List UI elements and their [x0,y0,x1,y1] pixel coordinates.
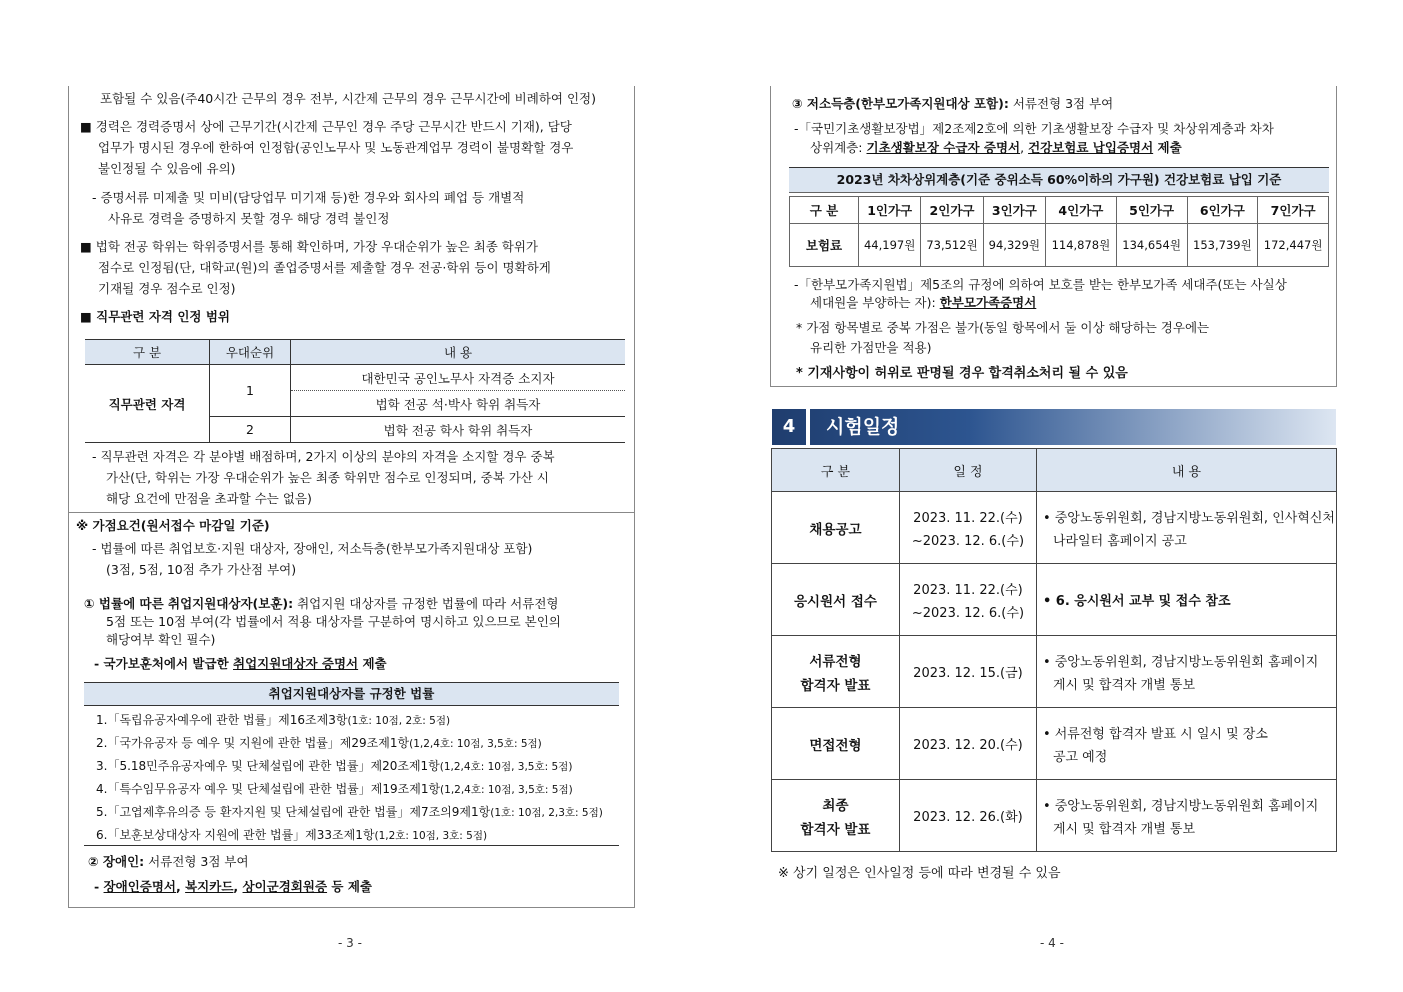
ins-value-cell: 134,654원 [1116,224,1187,267]
law-table-title: 취업지원대상자를 규정한 법률 [84,682,619,706]
bonus-line-1: - 법률에 따른 취업보호·지원 대상자, 장애인, 저소득층(한부모가족지원대상 포함) [92,541,533,556]
schedule-row [772,780,1337,852]
ins-value-cell: 94,329원 [983,224,1045,267]
schedule-header-date: 일 정 [899,449,1036,492]
law-item-note: (1,2호: 10점, 3호: 5점) [374,830,488,842]
schedule-name-line-1: 최종 [822,797,849,814]
page-number-right: - 4 - [1040,936,1064,950]
right-item-3-rest: 서류전형 3점 부여 [1008,96,1114,111]
schedule-date-line-1: 2023. 12. 26.(화) [913,810,1023,825]
right-item-3-head: ③ 저소득층(한부모가족지원대상 포함): [792,96,1009,111]
qual-rank-1: 1 [210,365,291,417]
left-line-1: 포함될 수 있음(주40시간 근무의 경우 전부, 시간제 근무의 경우 근무시간에 비례하여 인정) [100,91,596,106]
left-line-6: 사유로 경력을 증명하지 못할 경우 해당 경력 불인정 [108,211,390,226]
law-item-main: 6.「보훈보상대상자 지원에 관한 법률」제33조제1항 [96,828,375,842]
schedule-content-line-1: • 서류전형 합격자 발표 시 일시 및 장소 [1042,726,1268,742]
schedule-name-line-1: 서류전형 [809,653,862,670]
schedule-name-line-1: 응시원서 접수 [793,593,877,610]
schedule-date [899,636,1036,708]
right-line-5: * 가점 항목별로 중복 가점은 불가(동일 항목에서 둘 이상 해당하는 경우에는 [796,320,1210,335]
basic-livelihood-certificate: 기초생활보장 수급자 증명서 [866,140,1021,155]
schedule-name [772,492,900,564]
right-item-3 [792,94,1113,114]
left-line-3: 업무가 명시된 경우에 한하여 인정함(공인노무사 및 노동관계업무 경력이 불명확할 경우 [98,140,574,155]
comma-1: , [176,879,186,894]
welfare-card: 복지카드 [185,879,234,894]
section-number: 4 [772,409,810,445]
ins-value-cell: 172,447원 [1258,224,1329,267]
left-line-8: 점수로 인정됨(단, 대학교(원)의 졸업증명서를 제출할 경우 전공·학위 등이 명확하게 [98,260,551,275]
veteran-member-card: 상이군경회원증 [242,879,328,894]
law-item-note: (1,2,4호: 10점, 3,5호: 5점) [409,738,542,750]
schedule-content-line-2: 공고 예정 [1052,749,1108,765]
ins-value-cell: 114,878원 [1046,224,1117,267]
disability-certificate: 장애인증명서 [103,879,176,894]
ins-header-cell: 2인가구 [921,197,983,224]
ins-value-cell: 44,197원 [859,224,921,267]
right-line-4-text: 세대원을 부양하는 자): [810,295,940,310]
schedule-row [772,636,1337,708]
schedule-content-line-2: 게시 및 합격자 개별 통보 [1052,677,1196,693]
law-item [96,778,616,801]
bonus-item-2-sub-dash: - [94,879,104,894]
schedule-name-line-1: 면접전형 [809,737,862,754]
schedule-name-line-2: 합격자 발표 [800,677,871,694]
schedule-date-line-1: 2023. 12. 20.(수) [913,738,1023,753]
left-line-13: 해당 요건에 만점을 초과할 수는 없음) [106,491,312,506]
schedule-header-category: 구 분 [772,449,900,492]
qual-rank-2: 2 [210,417,291,443]
schedule-content [1036,708,1336,780]
law-item-main: 2.「국가유공자 등 예우 및 지원에 관한 법률」제29조제1항 [96,736,410,750]
left-line-4: 불인정될 수 있음에 유의) [98,161,236,176]
left-line-9: 기재될 경우 점수로 인정) [98,281,236,296]
law-item [96,801,616,824]
law-item-main: 3.「5.18민주유공자예우 및 단체설립에 관한 법률」제20조제1항 [96,759,440,773]
right-line-2-end: 제출 [1153,140,1182,155]
schedule-content [1036,564,1336,636]
schedule-table [771,448,1337,852]
schedule-content-line-1: • 중앙노동위원회, 경남지방노동위원회, 인사혁신처 [1042,510,1335,526]
ins-header-cell: 1인가구 [859,197,921,224]
schedule-date [899,780,1036,852]
bonus-item-1-sub-end: 제출 [358,656,387,671]
right-line-3: -「한부모가족지원법」제5조의 규정에 의하여 보호를 받는 한부모가족 세대주(또는 사실상 [794,277,1287,292]
comma-2: , [233,879,243,894]
bonus-item-1-sub [94,654,387,674]
bonus-item-2-end: 등 제출 [327,879,372,894]
qual-category: 직무관련 자격 [85,365,210,443]
schedule-footnote: ※ 상기 일정은 인사일정 등에 따라 변경될 수 있음 [778,866,1061,881]
schedule-header-content: 내 용 [1036,449,1336,492]
left-line-7: ■ 법학 전공 학위는 학위증명서를 통해 확인하며, 가장 우대순위가 높은 최종 학위가 [80,239,538,254]
ins-header-cell: 3인가구 [983,197,1045,224]
qual-row-3: 법학 전공 학사 학위 취득자 [291,417,626,443]
single-parent-certificate: 한부모가족증명서 [939,295,1037,310]
left-line-2: ■ 경력은 경력증명서 상에 근무기간(시간제 근무인 경우 주당 근무시간 반드시 기재), 담당 [80,119,572,134]
law-item [96,824,616,847]
schedule-date-line-1: 2023. 11. 22.(수) [913,582,1023,598]
law-item-main: 1.「독립유공자예우에 관한 법률」제16조제3항 [96,713,348,727]
right-line-6: 유리한 가점만을 적용) [810,340,932,355]
section-title: 시험일정 [826,416,900,438]
law-item [96,732,616,755]
bonus-item-2-head: ② 장애인: [88,854,145,869]
schedule-name [772,636,900,708]
health-insurance-certificate: 건강보험료 납입증명서 [1028,140,1154,155]
schedule-row [772,708,1337,780]
right-line-1: -「국민기초생활보장법」제2조제2호에 의한 기초생활보장 수급자 및 차상위계층과 차차 [794,121,1274,136]
schedule-content-line-2: 나라일터 홈페이지 공고 [1052,533,1187,549]
ins-header-cell: 5인가구 [1116,197,1187,224]
bonus-item-1-rest: 취업지원 대상자를 규정한 법률에 따라 서류전형 [293,596,559,611]
veteran-certificate: 취업지원대상자 증명서 [233,656,359,671]
qual-header-rank: 우대순위 [210,340,291,365]
right-line-2-text: 상위계층: [810,140,867,155]
law-item-note: (1호: 10점, 2호: 5점) [347,715,451,727]
bonus-item-2-sub [94,877,372,897]
schedule-content [1036,636,1336,708]
law-list [96,709,616,847]
right-line-4 [810,293,1036,313]
left-line-10: ■ 직무관련 자격 인정 범위 [80,309,230,324]
law-item-note: (1,2,4호: 10점, 3,5호: 5점) [440,784,573,796]
schedule-content [1036,780,1336,852]
bonus-item-2-rest: 서류전형 3점 부여 [144,854,249,869]
schedule-content-line-1: • 중앙노동위원회, 경남지방노동위원회 홈페이지 [1042,654,1319,670]
section-header [772,409,1336,445]
schedule-date [899,564,1036,636]
law-item [96,755,616,778]
ins-header-cell: 7인가구 [1258,197,1329,224]
schedule-content [1036,492,1336,564]
law-list-bottom-rule [84,845,619,846]
schedule-name [772,708,900,780]
page-number-left: - 3 - [338,936,362,950]
bonus-item-1 [84,594,558,614]
qualification-table [85,339,625,443]
schedule-content-line-1: • 6. 응시원서 교부 및 접수 참조 [1042,594,1231,609]
ins-header-cell: 4인가구 [1046,197,1117,224]
bonus-item-1-line-3: 해당여부 확인 필수) [106,632,216,647]
right-line-7: * 기재사항이 허위로 판명될 경우 합격취소처리 될 수 있음 [796,366,1128,381]
schedule-name-line-1: 채용공고 [809,521,862,538]
law-item-main: 5.「고엽제후유의증 등 환자지원 및 단체설립에 관한 법률」제7조의9제1항 [96,805,491,819]
schedule-name-line-2: 합격자 발표 [800,821,871,838]
ins-header-cell: 구 분 [790,197,859,224]
qual-header-category: 구 분 [85,340,210,365]
schedule-row [772,492,1337,564]
bonus-item-2 [88,852,249,872]
schedule-date-line-1: 2023. 12. 15.(금) [913,666,1023,681]
left-line-11: - 직무관련 자격은 각 분야별 배점하며, 2가지 이상의 분야의 자격을 소지할 경우 중복 [92,449,555,464]
right-line-2 [810,138,1182,158]
law-item-note: (1,2,4호: 10점, 3,5호: 5점) [439,761,573,773]
law-item [96,709,616,732]
qual-header-content: 내 용 [291,340,626,365]
schedule-row [772,564,1337,636]
ins-row-label: 보험료 [790,224,859,267]
law-item-note: (1호: 10점, 2,3호: 5점) [490,807,603,819]
schedule-date [899,492,1036,564]
schedule-date-line-1: 2023. 11. 22.(수) [913,510,1023,526]
bonus-line-2: (3점, 5점, 10점 추가 가산점 부여) [106,562,297,577]
ins-value-cell: 153,739원 [1187,224,1258,267]
schedule-date-line-2: ~2023. 12. 6.(수) [911,533,1025,549]
law-item-main: 4.「특수임무유공자 예우 및 단체설립에 관한 법률」제19조제1항 [96,782,441,796]
schedule-content-line-1: • 중앙노동위원회, 경남지방노동위원회 홈페이지 [1042,798,1319,814]
bonus-item-1-sub-text: - 국가보훈처에서 발급한 [94,656,233,671]
schedule-name [772,564,900,636]
bonus-title: ※ 가점요건(원서접수 마감일 기준) [76,518,270,533]
insurance-table [789,196,1329,267]
qual-row-1: 대한민국 공인노무사 자격증 소지자 [291,365,626,391]
qual-row-2: 법학 전공 석·박사 학위 취득자 [291,391,626,417]
left-line-12: 가산(단, 학위는 가장 우대순위가 높은 최종 학위만 점수로 인정되며, 중복 가산 시 [106,470,549,485]
ins-value-cell: 73,512원 [921,224,983,267]
schedule-date [899,708,1036,780]
ins-header-cell: 6인가구 [1187,197,1258,224]
insurance-table-title: 2023년 차차상위계층(기준 중위소득 60%이하의 가구원) 건강보험료 납입 기준 [789,167,1329,193]
bonus-item-1-line-2: 5점 또는 10점 부여(각 법률에서 적용 대상자를 구분하여 명시하고 있으므로 본인의 [106,614,561,629]
right-line-2-comma: , [1020,140,1029,155]
schedule-content-line-2: 게시 및 합격자 개별 통보 [1052,821,1196,837]
bonus-item-1-head: ① 법률에 따른 취업지원대상자(보훈): [84,596,294,611]
schedule-date-line-2: ~2023. 12. 6.(수) [911,605,1025,621]
left-line-5: - 증명서류 미제출 및 미비(담당업무 미기재 등)한 경우와 회사의 폐업 등 개별적 [92,190,525,205]
schedule-name [772,780,900,852]
